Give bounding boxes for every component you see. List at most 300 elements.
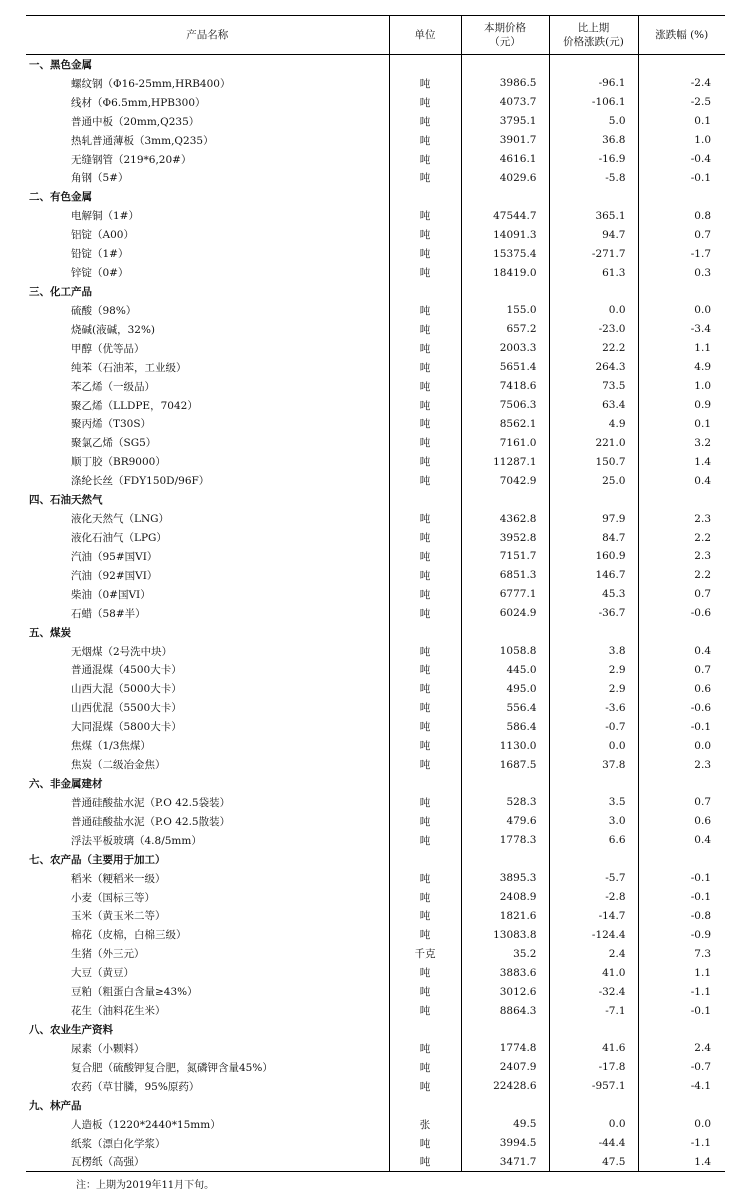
- table-row: [26, 1152, 725, 1171]
- category-empty-cell: [549, 282, 638, 301]
- current-price: 2407.9: [461, 1058, 549, 1077]
- product-name: 聚氯乙烯（SG5）: [71, 437, 157, 450]
- header-price-change: [549, 16, 638, 55]
- current-price: 155.0: [461, 301, 549, 320]
- change-percent: -0.6: [638, 604, 725, 623]
- current-price: 4073.7: [461, 93, 549, 112]
- category-empty-cell: [549, 1096, 638, 1115]
- product-unit: 吨: [389, 698, 461, 717]
- change-percent: -0.1: [638, 869, 725, 888]
- product-name: 农药（草甘膦，95%原药）: [71, 1080, 200, 1093]
- price-table-container: [26, 15, 725, 1191]
- table-row: [26, 415, 725, 434]
- product-unit: 吨: [389, 585, 461, 604]
- price-change: -16.9: [549, 150, 638, 169]
- product-name: 焦炭（二级冶金焦）: [71, 759, 166, 772]
- table-row: [26, 812, 725, 831]
- table-row: [26, 566, 725, 585]
- category-row: [26, 1020, 725, 1039]
- category-empty-cell: [389, 774, 461, 793]
- change-percent: 0.0: [638, 736, 725, 755]
- product-name: 线材（Φ6.5mm,HPB300）: [71, 96, 206, 109]
- current-price: 528.3: [461, 793, 549, 812]
- price-change: 3.8: [549, 642, 638, 661]
- change-percent: 0.1: [638, 112, 725, 131]
- table-row: [26, 225, 725, 244]
- table-row: [26, 547, 725, 566]
- change-percent: 2.2: [638, 528, 725, 547]
- price-change: 61.3: [549, 263, 638, 282]
- current-price: 495.0: [461, 679, 549, 698]
- table-note: 注：上期为2019年11月下旬。: [76, 1180, 215, 1192]
- product-unit: 吨: [389, 150, 461, 169]
- table-row: [26, 320, 725, 339]
- price-change: 45.3: [549, 585, 638, 604]
- product-name: 锌锭（0#）: [71, 267, 129, 280]
- change-percent: -1.7: [638, 244, 725, 263]
- product-name: 铅锭（1#）: [71, 248, 129, 261]
- product-unit: 吨: [389, 452, 461, 471]
- category-title: 四、石油天然气: [29, 494, 103, 507]
- product-unit: 吨: [389, 679, 461, 698]
- current-price: 8562.1: [461, 415, 549, 434]
- product-unit: 吨: [389, 206, 461, 225]
- category-empty-cell: [461, 187, 549, 206]
- price-change: 150.7: [549, 452, 638, 471]
- product-unit: 吨: [389, 925, 461, 944]
- product-name: 生猪（外三元）: [71, 948, 145, 961]
- price-change: -32.4: [549, 982, 638, 1001]
- price-change: -271.7: [549, 244, 638, 263]
- category-empty-cell: [461, 1020, 549, 1039]
- product-unit: 吨: [389, 244, 461, 263]
- table-row: [26, 736, 725, 755]
- current-price: 7161.0: [461, 433, 549, 452]
- current-price: 14091.3: [461, 225, 549, 244]
- category-empty-cell: [549, 490, 638, 509]
- price-change: -0.7: [549, 717, 638, 736]
- category-row: [26, 55, 725, 74]
- price-change: -957.1: [549, 1077, 638, 1096]
- product-unit: 千克: [389, 944, 461, 963]
- change-percent: -0.9: [638, 925, 725, 944]
- price-change: 94.7: [549, 225, 638, 244]
- product-unit: 吨: [389, 301, 461, 320]
- category-empty-cell: [638, 850, 725, 869]
- product-unit: 吨: [389, 982, 461, 1001]
- table-row: [26, 263, 725, 282]
- category-empty-cell: [389, 850, 461, 869]
- price-change: 0.0: [549, 736, 638, 755]
- price-change: 41.0: [549, 963, 638, 982]
- product-name: 尿素（小颗料）: [71, 1042, 145, 1055]
- product-unit: 吨: [389, 661, 461, 680]
- current-price: 657.2: [461, 320, 549, 339]
- change-percent: -4.1: [638, 1077, 725, 1096]
- price-change: 41.6: [549, 1039, 638, 1058]
- price-change: 221.0: [549, 433, 638, 452]
- category-empty-cell: [638, 55, 725, 74]
- category-row: [26, 490, 725, 509]
- table-row: [26, 377, 725, 396]
- category-empty-cell: [549, 1020, 638, 1039]
- current-price: 13083.8: [461, 925, 549, 944]
- table-row: [26, 93, 725, 112]
- product-unit: 吨: [389, 320, 461, 339]
- price-change: -23.0: [549, 320, 638, 339]
- product-name: 无烟煤（2号洗中块）: [71, 645, 173, 658]
- change-percent: 0.4: [638, 471, 725, 490]
- table-row: [26, 793, 725, 812]
- current-price: 1687.5: [461, 755, 549, 774]
- product-name: 液化石油气（LPG）: [71, 532, 167, 544]
- change-percent: 2.4: [638, 1039, 725, 1058]
- price-change: 63.4: [549, 396, 638, 415]
- current-price: 3994.5: [461, 1134, 549, 1153]
- product-unit: 吨: [389, 1134, 461, 1153]
- current-price: 2003.3: [461, 339, 549, 358]
- header-current-price-line1: 本期价格: [484, 22, 526, 34]
- product-name: 纯苯（石油苯，工业级）: [71, 361, 187, 374]
- change-percent: 1.4: [638, 452, 725, 471]
- change-percent: 0.3: [638, 263, 725, 282]
- header-unit: 单位: [389, 16, 461, 55]
- product-name: 复合肥（硫酸钾复合肥，氮磷钾含量45%）: [71, 1061, 273, 1074]
- current-price: 4362.8: [461, 509, 549, 528]
- table-row: [26, 1077, 725, 1096]
- product-name: 花生（油料花生米）: [71, 1005, 166, 1018]
- change-percent: -0.6: [638, 698, 725, 717]
- change-percent: 0.7: [638, 793, 725, 812]
- change-percent: 0.7: [638, 585, 725, 604]
- change-percent: 0.0: [638, 1115, 725, 1134]
- category-title: 二、有色金属: [29, 191, 92, 204]
- product-name: 顺丁胶（BR9000）: [71, 456, 166, 469]
- price-change: -5.8: [549, 169, 638, 188]
- product-name: 硫酸（98%）: [71, 304, 137, 317]
- price-change: 0.0: [549, 1115, 638, 1134]
- product-name: 小麦（国标三等）: [71, 891, 155, 904]
- table-row: [26, 585, 725, 604]
- change-percent: 2.2: [638, 566, 725, 585]
- product-name: 豆粕（粗蛋白含量≥43%）: [71, 986, 198, 999]
- current-price: 3901.7: [461, 131, 549, 150]
- product-unit: 吨: [389, 1001, 461, 1020]
- product-unit: 吨: [389, 812, 461, 831]
- product-unit: 吨: [389, 1152, 461, 1171]
- current-price: 3883.6: [461, 963, 549, 982]
- change-percent: -0.1: [638, 169, 725, 188]
- table-row: [26, 150, 725, 169]
- category-empty-cell: [461, 282, 549, 301]
- product-name: 电解铜（1#）: [71, 210, 139, 223]
- table-row: [26, 74, 725, 93]
- change-percent: -2.4: [638, 74, 725, 93]
- category-empty-cell: [461, 55, 549, 74]
- table-row: [26, 1001, 725, 1020]
- product-unit: 吨: [389, 131, 461, 150]
- price-change: -2.8: [549, 888, 638, 907]
- change-percent: 1.1: [638, 963, 725, 982]
- change-percent: 0.9: [638, 396, 725, 415]
- table-row: [26, 131, 725, 150]
- product-name: 汽油（92#国VI）: [71, 569, 158, 582]
- table-row: [26, 755, 725, 774]
- current-price: 7042.9: [461, 471, 549, 490]
- price-change: -17.8: [549, 1058, 638, 1077]
- table-row: [26, 169, 725, 188]
- table-row: [26, 358, 725, 377]
- price-change: 6.6: [549, 831, 638, 850]
- category-title: 九、林产品: [29, 1099, 82, 1112]
- product-name: 液化天然气（LNG）: [71, 513, 170, 526]
- product-unit: 吨: [389, 509, 461, 528]
- category-empty-cell: [389, 187, 461, 206]
- category-empty-cell: [638, 282, 725, 301]
- current-price: 7151.7: [461, 547, 549, 566]
- product-unit: 吨: [389, 717, 461, 736]
- category-row: [26, 282, 725, 301]
- table-row: [26, 244, 725, 263]
- product-name: 汽油（95#国VI）: [71, 550, 158, 563]
- table-row: [26, 1058, 725, 1077]
- table-row: [26, 982, 725, 1001]
- product-name: 烧碱(液碱，32%): [71, 323, 156, 336]
- change-percent: -0.1: [638, 717, 725, 736]
- current-price: 18419.0: [461, 263, 549, 282]
- product-name: 螺纹钢（Φ16-25mm,HRB400）: [71, 77, 231, 90]
- price-change: 22.2: [549, 339, 638, 358]
- current-price: 49.5: [461, 1115, 549, 1134]
- category-title: 一、黑色金属: [29, 58, 92, 71]
- header-current-price-line2: （元）: [489, 36, 521, 48]
- category-empty-cell: [389, 1020, 461, 1039]
- product-name: 山西大混（5000大卡）: [71, 683, 182, 696]
- category-empty-cell: [389, 623, 461, 642]
- table-row: [26, 869, 725, 888]
- change-percent: 2.3: [638, 547, 725, 566]
- price-change: 97.9: [549, 509, 638, 528]
- product-unit: 吨: [389, 471, 461, 490]
- table-row: [26, 661, 725, 680]
- category-empty-cell: [638, 1096, 725, 1115]
- product-name: 聚丙烯（T30S）: [71, 418, 152, 431]
- product-unit: 吨: [389, 963, 461, 982]
- table-row: [26, 925, 725, 944]
- product-unit: 吨: [389, 736, 461, 755]
- category-row: [26, 850, 725, 869]
- current-price: 11287.1: [461, 452, 549, 471]
- table-row: [26, 528, 725, 547]
- change-percent: 0.7: [638, 225, 725, 244]
- change-percent: -1.1: [638, 1134, 725, 1153]
- price-change: 3.5: [549, 793, 638, 812]
- price-change: 37.8: [549, 755, 638, 774]
- product-name: 玉米（黄玉米二等）: [71, 910, 166, 923]
- table-row: [26, 396, 725, 415]
- category-empty-cell: [549, 55, 638, 74]
- category-title: 三、化工产品: [29, 286, 92, 299]
- current-price: 4029.6: [461, 169, 549, 188]
- product-name: 柴油（0#国VI）: [71, 588, 151, 601]
- price-change: 2.9: [549, 661, 638, 680]
- product-name: 角钢（5#）: [71, 172, 129, 185]
- product-unit: 吨: [389, 906, 461, 925]
- current-price: 35.2: [461, 944, 549, 963]
- product-name: 热轧普通薄板（3mm,Q235）: [71, 134, 214, 147]
- table-row: [26, 888, 725, 907]
- change-percent: 1.0: [638, 131, 725, 150]
- product-name: 稻米（粳稻米一级）: [71, 872, 166, 885]
- category-title: 七、农产品（主要用于加工）: [29, 853, 166, 866]
- product-unit: 吨: [389, 225, 461, 244]
- product-unit: 吨: [389, 93, 461, 112]
- change-percent: 4.9: [638, 358, 725, 377]
- table-row: [26, 831, 725, 850]
- change-percent: -0.4: [638, 150, 725, 169]
- product-unit: 吨: [389, 547, 461, 566]
- product-name: 铝锭（A00）: [71, 229, 134, 242]
- product-name: 苯乙烯（一级品）: [71, 380, 155, 393]
- category-empty-cell: [461, 774, 549, 793]
- price-change: 47.5: [549, 1152, 638, 1171]
- current-price: 3471.7: [461, 1152, 549, 1171]
- price-table: [26, 15, 725, 1172]
- table-body: [26, 55, 725, 1172]
- product-unit: 吨: [389, 74, 461, 93]
- current-price: 15375.4: [461, 244, 549, 263]
- price-change: 2.4: [549, 944, 638, 963]
- current-price: 6777.1: [461, 585, 549, 604]
- price-change: 5.0: [549, 112, 638, 131]
- table-row: [26, 1039, 725, 1058]
- table-row: [26, 206, 725, 225]
- price-change: 160.9: [549, 547, 638, 566]
- price-change: 84.7: [549, 528, 638, 547]
- table-row: [26, 679, 725, 698]
- category-empty-cell: [461, 850, 549, 869]
- change-percent: -0.8: [638, 906, 725, 925]
- product-name: 浮法平板玻璃（4.8/5mm）: [71, 834, 202, 847]
- table-row: [26, 1134, 725, 1153]
- category-empty-cell: [638, 490, 725, 509]
- product-unit: 吨: [389, 339, 461, 358]
- category-row: [26, 1096, 725, 1115]
- category-title: 八、农业生产资料: [29, 1023, 113, 1036]
- product-unit: 张: [389, 1115, 461, 1134]
- category-empty-cell: [461, 490, 549, 509]
- product-name: 石蜡（58#半）: [71, 607, 146, 620]
- change-percent: 0.4: [638, 831, 725, 850]
- change-percent: 0.1: [638, 415, 725, 434]
- category-row: [26, 774, 725, 793]
- product-unit: 吨: [389, 358, 461, 377]
- table-row: [26, 717, 725, 736]
- product-unit: 吨: [389, 755, 461, 774]
- current-price: 586.4: [461, 717, 549, 736]
- change-percent: 2.3: [638, 755, 725, 774]
- product-name: 人造板（1220*2440*15mm）: [71, 1118, 221, 1131]
- price-change: -3.6: [549, 698, 638, 717]
- table-row: [26, 944, 725, 963]
- product-unit: 吨: [389, 112, 461, 131]
- current-price: 22428.6: [461, 1077, 549, 1096]
- product-name: 焦煤（1/3焦煤）: [71, 740, 151, 753]
- change-percent: 1.4: [638, 1152, 725, 1171]
- change-percent: 0.0: [638, 301, 725, 320]
- category-empty-cell: [638, 774, 725, 793]
- product-unit: 吨: [389, 528, 461, 547]
- table-header: [26, 16, 725, 55]
- price-change: -106.1: [549, 93, 638, 112]
- category-row: [26, 623, 725, 642]
- current-price: 6024.9: [461, 604, 549, 623]
- current-price: 1821.6: [461, 906, 549, 925]
- current-price: 3952.8: [461, 528, 549, 547]
- current-price: 4616.1: [461, 150, 549, 169]
- table-row: [26, 452, 725, 471]
- product-unit: 吨: [389, 831, 461, 850]
- table-row: [26, 963, 725, 982]
- product-unit: 吨: [389, 433, 461, 452]
- category-title: 五、煤炭: [29, 626, 71, 639]
- table-row: [26, 112, 725, 131]
- product-unit: 吨: [389, 566, 461, 585]
- change-percent: 0.6: [638, 812, 725, 831]
- category-empty-cell: [461, 623, 549, 642]
- current-price: 1130.0: [461, 736, 549, 755]
- change-percent: 7.3: [638, 944, 725, 963]
- price-change: 0.0: [549, 301, 638, 320]
- product-name: 大同混煤（5800大卡）: [71, 721, 182, 734]
- table-row: [26, 301, 725, 320]
- table-row: [26, 642, 725, 661]
- product-unit: 吨: [389, 604, 461, 623]
- product-unit: 吨: [389, 642, 461, 661]
- current-price: 479.6: [461, 812, 549, 831]
- product-unit: 吨: [389, 1039, 461, 1058]
- product-unit: 吨: [389, 377, 461, 396]
- category-empty-cell: [389, 55, 461, 74]
- price-change: 4.9: [549, 415, 638, 434]
- price-change: -5.7: [549, 869, 638, 888]
- product-unit: 吨: [389, 1077, 461, 1096]
- category-empty-cell: [389, 282, 461, 301]
- price-change: -36.7: [549, 604, 638, 623]
- change-percent: 0.4: [638, 642, 725, 661]
- category-empty-cell: [389, 1096, 461, 1115]
- category-empty-cell: [549, 623, 638, 642]
- price-change: 36.8: [549, 131, 638, 150]
- current-price: 2408.9: [461, 888, 549, 907]
- category-empty-cell: [638, 1020, 725, 1039]
- product-unit: 吨: [389, 793, 461, 812]
- category-empty-cell: [389, 490, 461, 509]
- category-empty-cell: [549, 774, 638, 793]
- price-change: -7.1: [549, 1001, 638, 1020]
- current-price: 3986.5: [461, 74, 549, 93]
- category-empty-cell: [549, 850, 638, 869]
- price-change: -14.7: [549, 906, 638, 925]
- current-price: 3795.1: [461, 112, 549, 131]
- table-row: [26, 433, 725, 452]
- product-unit: 吨: [389, 1058, 461, 1077]
- current-price: 1778.3: [461, 831, 549, 850]
- product-name: 聚乙烯（LLDPE，7042）: [71, 399, 198, 412]
- price-change: 3.0: [549, 812, 638, 831]
- change-percent: -0.7: [638, 1058, 725, 1077]
- price-change: 73.5: [549, 377, 638, 396]
